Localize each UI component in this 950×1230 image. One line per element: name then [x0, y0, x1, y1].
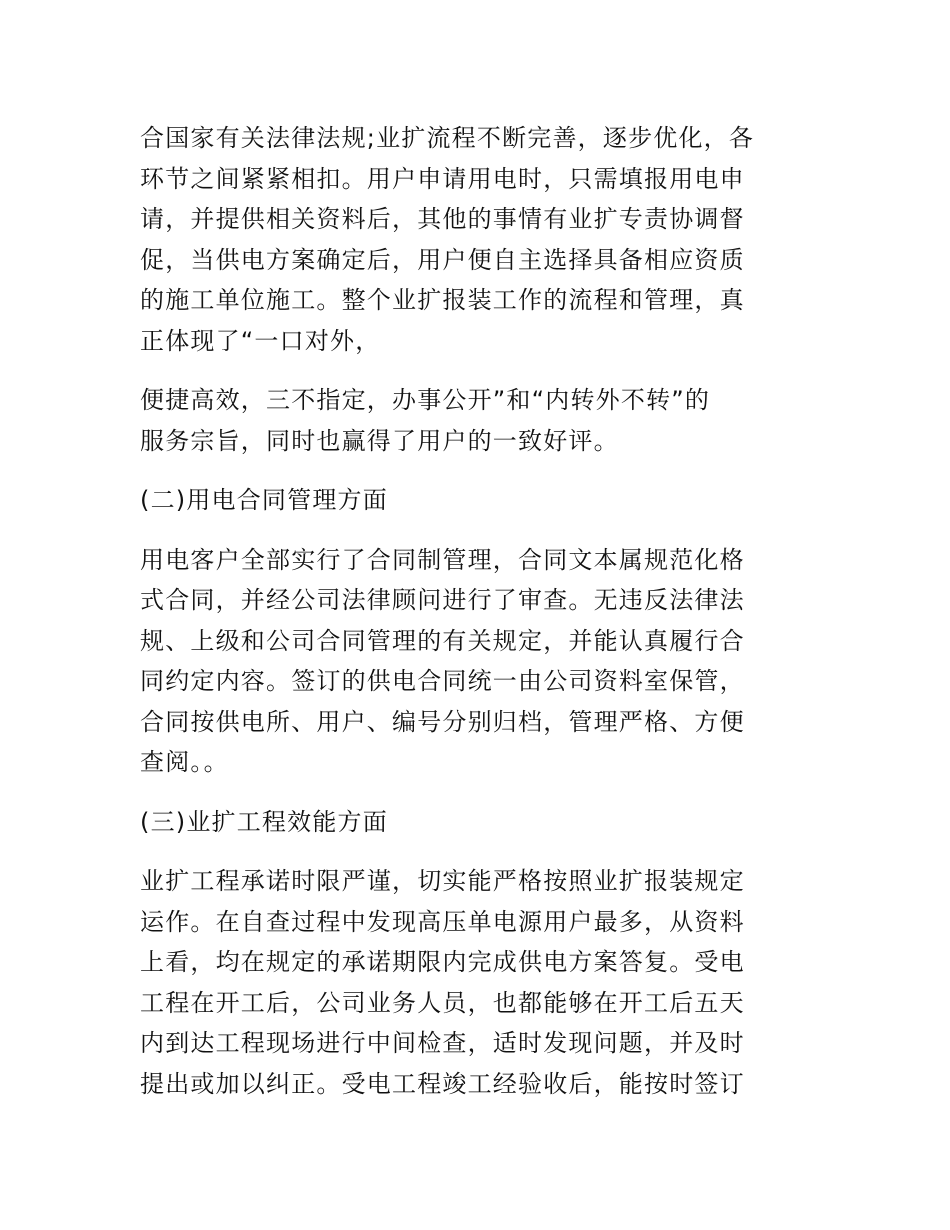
text-line: 合国家有关法律法规;业扩流程不断完善，逐步优化，各	[140, 124, 755, 152]
text-line: 合同按供电所、用户、编号分别归档，管理严格、方便	[140, 707, 745, 736]
text-line: 请，并提供相关资料后，其他的事情有业扩专责协调督	[140, 205, 745, 233]
text-line: 工程在开工后，公司业务人员，也都能够在开工后五天	[140, 988, 745, 1017]
text-line: 同约定内容。签订的供电合同统一由公司资料室保管，	[140, 667, 745, 695]
text-line: 提出或加以纠正。受电工程竣工经验收后，能按时签订	[140, 1069, 745, 1098]
text-line: 服务宗旨，同时也赢得了用户的一致好评。	[140, 426, 619, 455]
text-line: 便捷高效，三不指定，办事公开”和“内转外不转”的	[140, 386, 711, 414]
text-line: 业扩工程承诺时限严谨，切实能严格按照业扩报装规定	[140, 867, 745, 895]
heading-text: (二)用电合同管理方面	[140, 486, 388, 514]
text-line: 促，当供电方案确定后，用户便自主选择具备相应资质	[140, 245, 745, 274]
paragraph-4	[140, 861, 805, 1104]
text-line: 内到达工程现场进行中间检查，适时发现问题，并及时	[140, 1029, 745, 1057]
text-line: 运作。在自查过程中发现高压单电源用户最多，从资料	[140, 907, 745, 936]
text-line: 的施工单位施工。整个业扩报装工作的流程和管理，真	[140, 286, 745, 314]
text-line: 正体现了“一口对外，	[140, 326, 381, 355]
text-line: 查阅。。	[140, 748, 229, 776]
text-line: 上看，均在规定的承诺期限内完成供电方案答复。受电	[140, 948, 745, 976]
document-body	[140, 118, 805, 1123]
text-line: 环节之间紧紧相扣。用户申请用电时，只需填报用电申	[140, 164, 745, 193]
section-heading-efficiency	[140, 802, 805, 843]
paragraph-1	[140, 118, 805, 361]
text-line: 规、上级和公司合同管理的有关规定，并能认真履行合	[140, 626, 745, 655]
text-line: 用电客户全部实行了合同制管理，合同文本属规范化格	[140, 545, 745, 574]
section-heading-contract	[140, 480, 805, 521]
paragraph-3	[140, 540, 805, 783]
heading-text: (三)业扩工程效能方面	[140, 807, 388, 836]
paragraph-2	[140, 380, 805, 461]
text-line: 式合同，并经公司法律顾问进行了审查。无违反法律法	[140, 586, 745, 614]
